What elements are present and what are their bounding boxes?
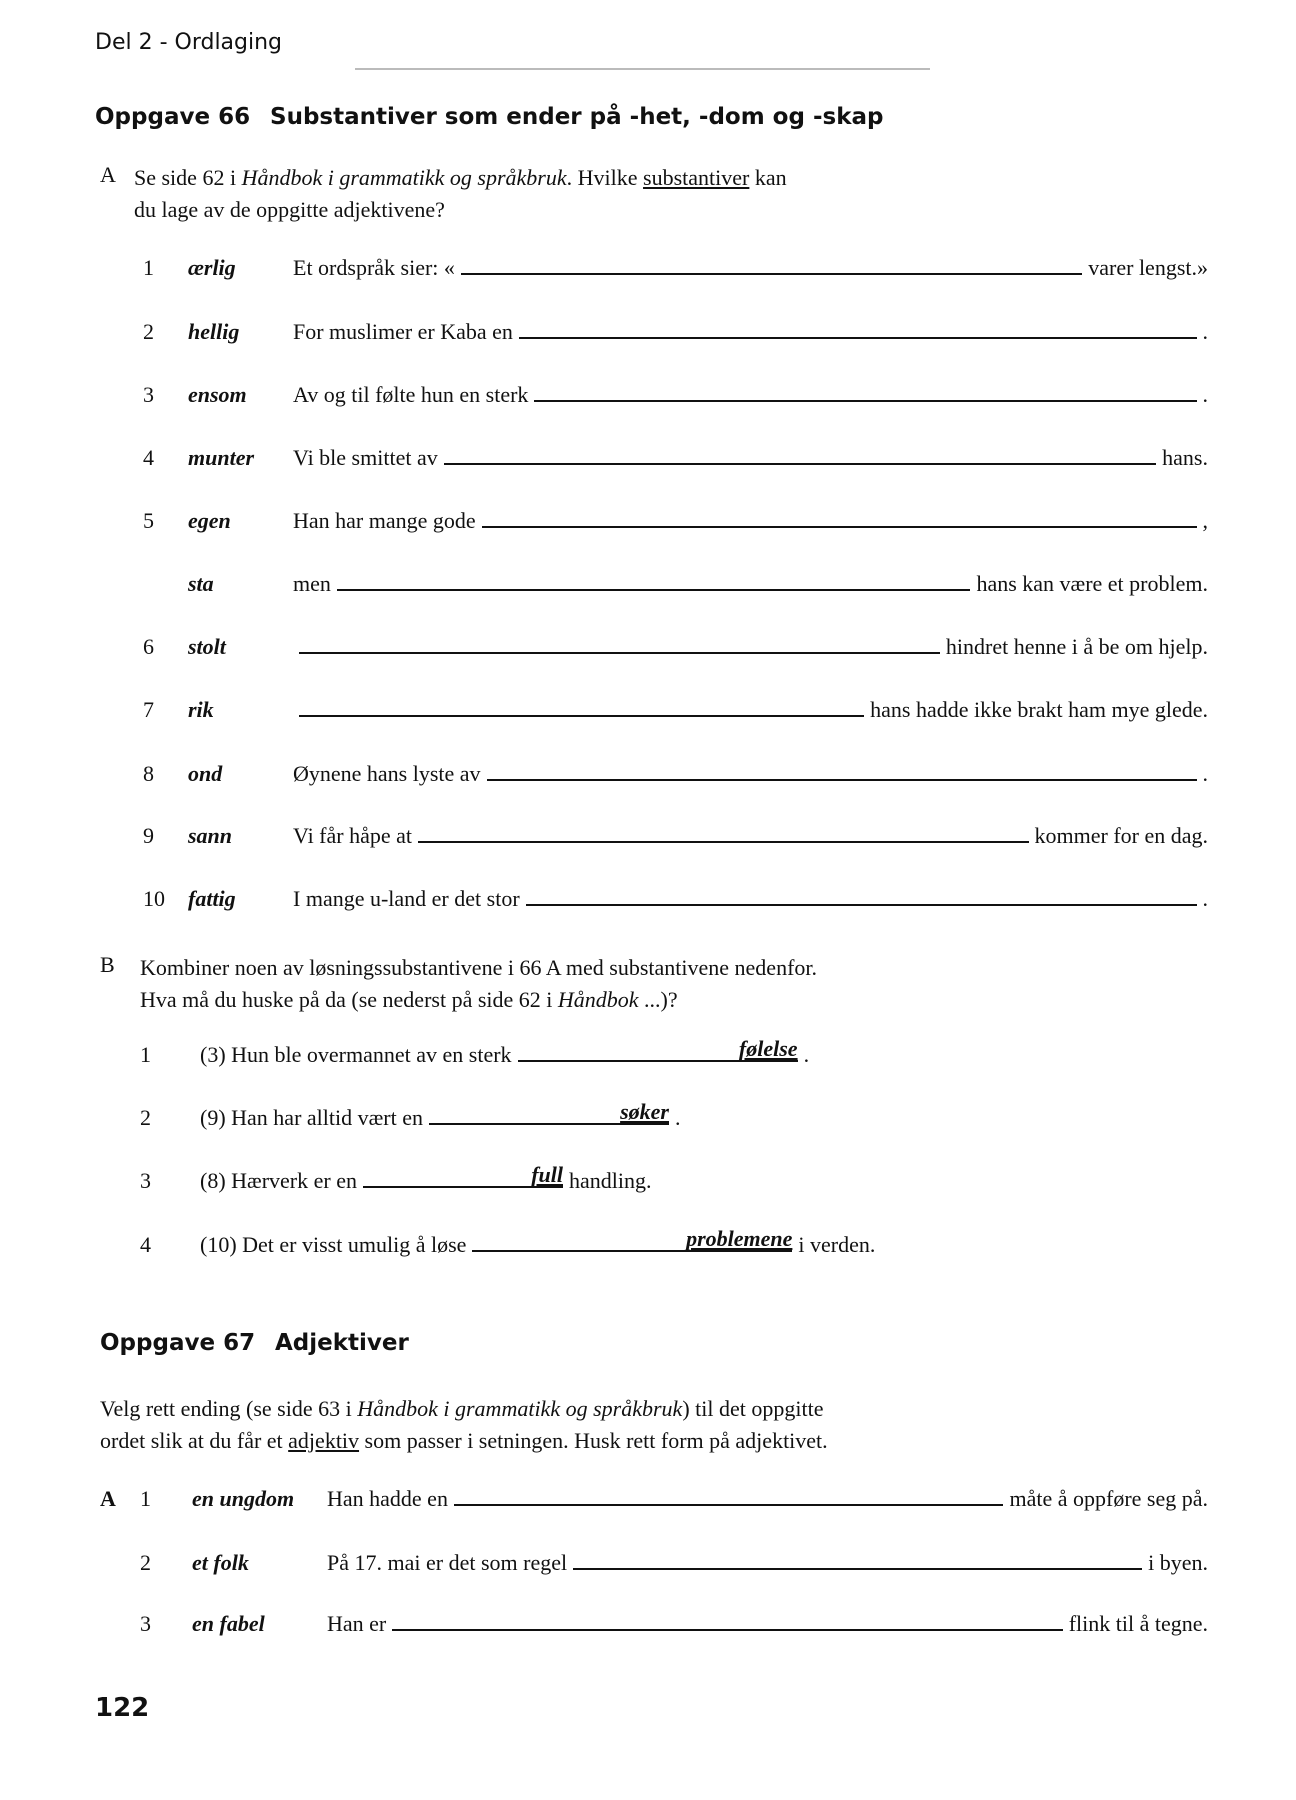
answer-blank[interactable]	[363, 1162, 563, 1188]
instr-text: som passer i setningen. Husk rett form på adjektivet.	[359, 1428, 828, 1453]
sentence-start: men	[293, 571, 331, 596]
sentence-start: Vi ble smittet av	[293, 445, 438, 470]
exercise-title: Substantiver som ender på -het, -dom og -skap	[270, 104, 884, 130]
exercise-item	[143, 255, 1208, 281]
sentence-start: Han har mange gode	[293, 508, 476, 533]
item-number: 4	[143, 445, 154, 470]
answer-blank[interactable]	[461, 255, 1082, 275]
answer-blank[interactable]	[526, 886, 1197, 906]
item-number: 10	[143, 886, 165, 911]
sentence-start: I mange u-land er det stor	[293, 886, 520, 911]
item-number: 1	[140, 1486, 151, 1511]
blank-hint-word: problemene	[686, 1226, 793, 1251]
running-header: Del 2 - Ordlaging	[95, 30, 283, 55]
sentence-end: hans.	[1162, 445, 1208, 470]
given-word: sann	[188, 823, 233, 848]
item-number: 7	[143, 697, 154, 722]
book-title: Håndbok i grammatikk og språkbruk	[241, 165, 567, 190]
sentence-end: i byen.	[1148, 1550, 1208, 1575]
answer-blank[interactable]	[299, 697, 864, 717]
sentence-end: hans kan være et problem.	[976, 571, 1208, 596]
underlined-term: adjektiv	[288, 1428, 360, 1453]
item-number: 2	[143, 319, 154, 344]
answer-blank[interactable]	[454, 1486, 1004, 1506]
sentence-end: .	[803, 1042, 810, 1067]
blank-hint-word: søker	[620, 1099, 669, 1124]
item-number: 6	[143, 634, 154, 659]
answer-blank[interactable]	[518, 1036, 798, 1062]
instr-text: Kombiner noen av løsningssubstantivene i 66 A med substantivene nedenfor.	[140, 955, 818, 980]
header-rule	[355, 68, 930, 70]
sentence-end: kommer for en dag.	[1034, 823, 1208, 848]
given-word: egen	[188, 508, 231, 533]
instruction-66a	[134, 162, 787, 226]
item-number: 3	[140, 1611, 151, 1636]
given-word: rik	[188, 697, 214, 722]
sentence-start: Han hadde en	[327, 1486, 448, 1511]
given-word: en fabel	[192, 1611, 265, 1636]
sentence-end: .	[1202, 761, 1208, 786]
instr-text: Velg rett ending (se side 63 i	[100, 1396, 358, 1421]
exercise-66-heading	[95, 104, 883, 130]
sentence-end: i verden.	[798, 1232, 876, 1257]
sentence-end: .	[1202, 382, 1208, 407]
sentence-start: På 17. mai er det som regel	[327, 1550, 568, 1575]
instr-text: du lage av de oppgitte adjektivene?	[134, 197, 445, 222]
sentence-start: (10) Det er visst umulig å løse	[200, 1232, 467, 1257]
sentence-end: hans hadde ikke brakt ham mye glede.	[870, 697, 1208, 722]
instr-text: Se side 62 i	[134, 165, 242, 190]
exercise-item	[143, 823, 1208, 849]
exercise-item	[140, 1036, 1096, 1068]
instr-text: kan	[749, 165, 787, 190]
exercise-item	[140, 1162, 1096, 1194]
instr-text: . Hvilke	[566, 165, 644, 190]
instruction-66b	[140, 952, 817, 1016]
given-word: ensom	[188, 382, 247, 407]
given-word: stolt	[188, 634, 226, 659]
item-number: 2	[140, 1105, 151, 1130]
sentence-start: (9) Han har alltid vært en	[200, 1105, 423, 1130]
answer-blank[interactable]	[472, 1226, 793, 1252]
instr-text: ordet slik at du får et	[100, 1428, 289, 1453]
given-word: fattig	[188, 886, 236, 911]
blank-hint-word: full	[531, 1162, 563, 1187]
exercise-number: Oppgave 66	[95, 104, 251, 130]
exercise-number: Oppgave 67	[100, 1330, 256, 1356]
exercise-item	[143, 508, 1208, 534]
sentence-end: .	[1202, 886, 1208, 911]
section-letter-67a: A	[100, 1486, 116, 1511]
answer-blank[interactable]	[337, 571, 971, 591]
book-title: Håndbok	[557, 987, 639, 1012]
sentence-end: hindret henne i å be om hjelp.	[945, 634, 1208, 659]
given-word: sta	[188, 571, 214, 596]
given-word: munter	[188, 445, 255, 470]
exercise-item	[140, 1550, 1208, 1576]
exercise-item	[140, 1226, 1096, 1258]
exercise-item	[143, 634, 1208, 660]
sentence-start: For muslimer er Kaba en	[293, 319, 513, 344]
exercise-item	[140, 1099, 1096, 1131]
exercise-item	[143, 571, 1208, 597]
sentence-start: Vi får håpe at	[293, 823, 413, 848]
page-number: 122	[95, 1693, 150, 1723]
exercise-item	[143, 697, 1208, 723]
exercise-item	[143, 761, 1208, 787]
item-number: 8	[143, 761, 154, 786]
exercise-item	[143, 886, 1208, 912]
blank-hint-word: følelse	[738, 1036, 798, 1061]
item-number: 5	[143, 508, 154, 533]
exercise-title: Adjektiver	[275, 1330, 409, 1356]
item-number: 4	[140, 1232, 151, 1257]
sentence-end: varer lengst.»	[1088, 255, 1208, 280]
answer-blank[interactable]	[487, 761, 1197, 781]
sentence-start: (3) Hun ble overmannet av en sterk	[200, 1042, 512, 1067]
instr-text: ...)?	[638, 987, 678, 1012]
item-number: 1	[143, 255, 154, 280]
item-number: 2	[140, 1550, 151, 1575]
sentence-end: flink til å tegne.	[1068, 1611, 1208, 1636]
item-number: 3	[140, 1168, 151, 1193]
exercise-67-heading	[100, 1330, 409, 1356]
answer-blank[interactable]	[299, 634, 940, 654]
exercise-item	[143, 319, 1208, 345]
exercise-item	[143, 382, 1208, 408]
given-word: en ungdom	[192, 1486, 295, 1511]
item-number: 1	[140, 1042, 151, 1067]
sentence-end: måte å oppføre seg på.	[1009, 1486, 1208, 1511]
instr-text: ) til det oppgitte	[682, 1396, 824, 1421]
item-number: 9	[143, 823, 154, 848]
book-title: Håndbok i grammatikk og språkbruk	[357, 1396, 683, 1421]
answer-blank[interactable]	[429, 1099, 669, 1125]
answer-blank[interactable]	[444, 445, 1156, 465]
instr-text: Hva må du huske på da (se nederst på side 62 i	[140, 987, 558, 1012]
exercise-item	[140, 1486, 1208, 1512]
sentence-start: Av og til følte hun en sterk	[293, 382, 529, 407]
answer-blank[interactable]	[534, 382, 1196, 402]
answer-blank[interactable]	[573, 1550, 1142, 1570]
answer-blank[interactable]	[482, 508, 1197, 528]
section-letter-a: A	[100, 162, 116, 187]
given-word: et folk	[192, 1550, 249, 1575]
answer-blank[interactable]	[392, 1611, 1062, 1631]
item-number: 3	[143, 382, 154, 407]
sentence-start: (8) Hærverk er en	[200, 1168, 357, 1193]
sentence-start: Et ordspråk sier: «	[293, 255, 455, 280]
sentence-start: Han er	[327, 1611, 387, 1636]
section-letter-b: B	[100, 952, 115, 977]
answer-blank[interactable]	[418, 823, 1028, 843]
answer-blank[interactable]	[519, 319, 1197, 339]
sentence-end: .	[675, 1105, 681, 1130]
sentence-end: handling.	[569, 1168, 652, 1193]
sentence-end: .	[1202, 319, 1208, 344]
underlined-term: substantiver	[643, 165, 750, 190]
exercise-item	[143, 445, 1208, 471]
exercise-item	[140, 1611, 1208, 1637]
given-word: hellig	[188, 319, 240, 344]
instruction-67	[100, 1393, 828, 1457]
sentence-start: Øynene hans lyste av	[293, 761, 481, 786]
given-word: ærlig	[188, 255, 236, 280]
given-word: ond	[188, 761, 223, 786]
sentence-end: ,	[1202, 508, 1208, 533]
